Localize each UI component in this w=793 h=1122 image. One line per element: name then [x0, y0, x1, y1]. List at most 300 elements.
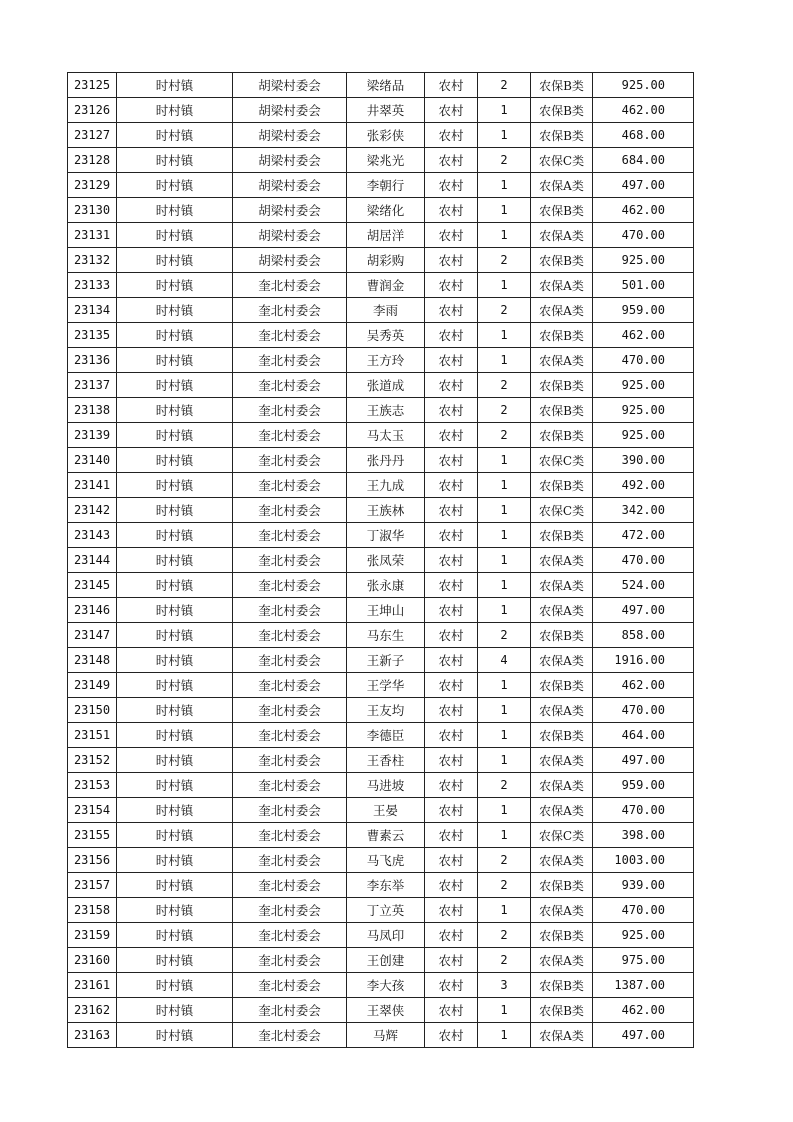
insurance-category-cell: 农保A类 — [531, 273, 593, 298]
insurance-category-cell: 农保C类 — [531, 823, 593, 848]
village-committee-cell: 奎北村委会 — [233, 423, 347, 448]
insurance-category-cell: 农保A类 — [531, 948, 593, 973]
table-row — [68, 198, 694, 223]
insurance-category-cell: 农保A类 — [531, 773, 593, 798]
town-cell: 时村镇 — [117, 373, 233, 398]
village-committee-cell: 奎北村委会 — [233, 298, 347, 323]
household-count-cell: 2 — [478, 73, 531, 98]
record-id-cell: 23141 — [68, 473, 117, 498]
area-type-cell: 农村 — [425, 998, 478, 1023]
insurance-category-cell: 农保B类 — [531, 248, 593, 273]
recipient-name-cell: 李大孩 — [347, 973, 425, 998]
household-count-cell: 1 — [478, 723, 531, 748]
amount-cell: 858.00 — [593, 623, 694, 648]
record-id-cell: 23146 — [68, 598, 117, 623]
table-row — [68, 648, 694, 673]
village-committee-cell: 奎北村委会 — [233, 598, 347, 623]
insurance-category-cell: 农保B类 — [531, 98, 593, 123]
area-type-cell: 农村 — [425, 73, 478, 98]
record-id-cell: 23135 — [68, 323, 117, 348]
recipient-name-cell: 李雨 — [347, 298, 425, 323]
table-row — [68, 848, 694, 873]
town-cell: 时村镇 — [117, 973, 233, 998]
village-committee-cell: 奎北村委会 — [233, 473, 347, 498]
area-type-cell: 农村 — [425, 248, 478, 273]
household-count-cell: 1 — [478, 548, 531, 573]
record-id-cell: 23126 — [68, 98, 117, 123]
household-count-cell: 1 — [478, 348, 531, 373]
town-cell: 时村镇 — [117, 923, 233, 948]
town-cell: 时村镇 — [117, 98, 233, 123]
amount-cell: 470.00 — [593, 223, 694, 248]
insurance-category-cell: 农保B类 — [531, 998, 593, 1023]
amount-cell: 1916.00 — [593, 648, 694, 673]
household-count-cell: 2 — [478, 623, 531, 648]
table-row — [68, 173, 694, 198]
record-id-cell: 23153 — [68, 773, 117, 798]
insurance-category-cell: 农保A类 — [531, 798, 593, 823]
household-count-cell: 3 — [478, 973, 531, 998]
household-count-cell: 1 — [478, 698, 531, 723]
amount-cell: 925.00 — [593, 923, 694, 948]
area-type-cell: 农村 — [425, 123, 478, 148]
village-committee-cell: 胡梁村委会 — [233, 98, 347, 123]
town-cell: 时村镇 — [117, 873, 233, 898]
table-row — [68, 623, 694, 648]
recipient-name-cell: 张凤荣 — [347, 548, 425, 573]
household-count-cell: 1 — [478, 123, 531, 148]
village-committee-cell: 奎北村委会 — [233, 273, 347, 298]
town-cell: 时村镇 — [117, 73, 233, 98]
amount-cell: 925.00 — [593, 248, 694, 273]
table-row — [68, 298, 694, 323]
area-type-cell: 农村 — [425, 498, 478, 523]
recipient-name-cell: 王坤山 — [347, 598, 425, 623]
amount-cell: 462.00 — [593, 673, 694, 698]
amount-cell: 959.00 — [593, 298, 694, 323]
area-type-cell: 农村 — [425, 648, 478, 673]
town-cell: 时村镇 — [117, 298, 233, 323]
village-committee-cell: 胡梁村委会 — [233, 173, 347, 198]
amount-cell: 975.00 — [593, 948, 694, 973]
recipient-name-cell: 李东举 — [347, 873, 425, 898]
table-row — [68, 748, 694, 773]
insurance-category-cell: 农保B类 — [531, 673, 593, 698]
table-row — [68, 698, 694, 723]
table-row — [68, 498, 694, 523]
town-cell: 时村镇 — [117, 198, 233, 223]
record-id-cell: 23158 — [68, 898, 117, 923]
insurance-category-cell: 农保B类 — [531, 873, 593, 898]
amount-cell: 497.00 — [593, 173, 694, 198]
amount-cell: 939.00 — [593, 873, 694, 898]
town-cell: 时村镇 — [117, 123, 233, 148]
town-cell: 时村镇 — [117, 248, 233, 273]
recipient-name-cell: 吴秀英 — [347, 323, 425, 348]
table-row — [68, 123, 694, 148]
table-row — [68, 1023, 694, 1048]
household-count-cell: 2 — [478, 298, 531, 323]
insurance-category-cell: 农保A类 — [531, 173, 593, 198]
insurance-category-cell: 农保A类 — [531, 298, 593, 323]
recipient-name-cell: 王创建 — [347, 948, 425, 973]
insurance-category-cell: 农保B类 — [531, 198, 593, 223]
amount-cell: 497.00 — [593, 748, 694, 773]
household-count-cell: 1 — [478, 748, 531, 773]
town-cell: 时村镇 — [117, 573, 233, 598]
area-type-cell: 农村 — [425, 548, 478, 573]
village-committee-cell: 奎北村委会 — [233, 498, 347, 523]
area-type-cell: 农村 — [425, 273, 478, 298]
village-committee-cell: 奎北村委会 — [233, 373, 347, 398]
amount-cell: 1003.00 — [593, 848, 694, 873]
area-type-cell: 农村 — [425, 673, 478, 698]
village-committee-cell: 奎北村委会 — [233, 848, 347, 873]
area-type-cell: 农村 — [425, 223, 478, 248]
household-count-cell: 2 — [478, 923, 531, 948]
recipient-name-cell: 张永康 — [347, 573, 425, 598]
insurance-category-cell: 农保B类 — [531, 723, 593, 748]
record-id-cell: 23138 — [68, 398, 117, 423]
insurance-category-cell: 农保C类 — [531, 148, 593, 173]
amount-cell: 497.00 — [593, 598, 694, 623]
table-row — [68, 873, 694, 898]
household-count-cell: 2 — [478, 848, 531, 873]
town-cell: 时村镇 — [117, 448, 233, 473]
table-row — [68, 923, 694, 948]
area-type-cell: 农村 — [425, 773, 478, 798]
area-type-cell: 农村 — [425, 798, 478, 823]
amount-cell: 492.00 — [593, 473, 694, 498]
household-count-cell: 1 — [478, 498, 531, 523]
amount-cell: 472.00 — [593, 523, 694, 548]
village-committee-cell: 奎北村委会 — [233, 698, 347, 723]
recipient-name-cell: 张道成 — [347, 373, 425, 398]
town-cell: 时村镇 — [117, 948, 233, 973]
village-committee-cell: 奎北村委会 — [233, 398, 347, 423]
village-committee-cell: 奎北村委会 — [233, 748, 347, 773]
village-committee-cell: 胡梁村委会 — [233, 148, 347, 173]
household-count-cell: 2 — [478, 148, 531, 173]
insurance-category-cell: 农保A类 — [531, 848, 593, 873]
record-id-cell: 23143 — [68, 523, 117, 548]
record-id-cell: 23127 — [68, 123, 117, 148]
village-committee-cell: 胡梁村委会 — [233, 73, 347, 98]
record-id-cell: 23161 — [68, 973, 117, 998]
recipient-name-cell: 王九成 — [347, 473, 425, 498]
record-id-cell: 23131 — [68, 223, 117, 248]
area-type-cell: 农村 — [425, 323, 478, 348]
record-id-cell: 23157 — [68, 873, 117, 898]
town-cell: 时村镇 — [117, 173, 233, 198]
village-committee-cell: 奎北村委会 — [233, 923, 347, 948]
record-id-cell: 23142 — [68, 498, 117, 523]
recipient-name-cell: 王学华 — [347, 673, 425, 698]
recipient-name-cell: 马进坡 — [347, 773, 425, 798]
table-row — [68, 998, 694, 1023]
town-cell: 时村镇 — [117, 623, 233, 648]
recipient-name-cell: 王方玲 — [347, 348, 425, 373]
household-count-cell: 1 — [478, 98, 531, 123]
village-committee-cell: 奎北村委会 — [233, 823, 347, 848]
household-count-cell: 1 — [478, 898, 531, 923]
household-count-cell: 2 — [478, 248, 531, 273]
area-type-cell: 农村 — [425, 448, 478, 473]
household-count-cell: 1 — [478, 198, 531, 223]
table-row — [68, 573, 694, 598]
record-id-cell: 23150 — [68, 698, 117, 723]
recipient-name-cell: 王新子 — [347, 648, 425, 673]
town-cell: 时村镇 — [117, 898, 233, 923]
table-row — [68, 398, 694, 423]
recipient-name-cell: 曹润金 — [347, 273, 425, 298]
town-cell: 时村镇 — [117, 798, 233, 823]
insurance-category-cell: 农保B类 — [531, 473, 593, 498]
amount-cell: 470.00 — [593, 548, 694, 573]
village-committee-cell: 奎北村委会 — [233, 798, 347, 823]
record-id-cell: 23149 — [68, 673, 117, 698]
village-committee-cell: 奎北村委会 — [233, 948, 347, 973]
recipient-name-cell: 王香柱 — [347, 748, 425, 773]
insurance-category-cell: 农保B类 — [531, 623, 593, 648]
amount-cell: 468.00 — [593, 123, 694, 148]
insurance-category-cell: 农保A类 — [531, 598, 593, 623]
table-row — [68, 248, 694, 273]
village-committee-cell: 奎北村委会 — [233, 873, 347, 898]
amount-cell: 925.00 — [593, 373, 694, 398]
recipient-name-cell: 曹素云 — [347, 823, 425, 848]
record-id-cell: 23145 — [68, 573, 117, 598]
amount-cell: 524.00 — [593, 573, 694, 598]
recipient-name-cell: 王友均 — [347, 698, 425, 723]
record-id-cell: 23139 — [68, 423, 117, 448]
area-type-cell: 农村 — [425, 398, 478, 423]
recipient-name-cell: 李德臣 — [347, 723, 425, 748]
insurance-category-cell: 农保A类 — [531, 573, 593, 598]
table-row — [68, 898, 694, 923]
village-committee-cell: 奎北村委会 — [233, 573, 347, 598]
village-committee-cell: 奎北村委会 — [233, 548, 347, 573]
town-cell: 时村镇 — [117, 498, 233, 523]
table-row — [68, 973, 694, 998]
amount-cell: 462.00 — [593, 98, 694, 123]
village-committee-cell: 奎北村委会 — [233, 448, 347, 473]
amount-cell: 959.00 — [593, 773, 694, 798]
recipient-name-cell: 张丹丹 — [347, 448, 425, 473]
recipient-name-cell: 马飞虎 — [347, 848, 425, 873]
household-count-cell: 1 — [478, 673, 531, 698]
town-cell: 时村镇 — [117, 748, 233, 773]
table-row — [68, 148, 694, 173]
town-cell: 时村镇 — [117, 998, 233, 1023]
town-cell: 时村镇 — [117, 398, 233, 423]
village-committee-cell: 奎北村委会 — [233, 623, 347, 648]
record-id-cell: 23129 — [68, 173, 117, 198]
record-id-cell: 23151 — [68, 723, 117, 748]
amount-cell: 464.00 — [593, 723, 694, 748]
recipient-name-cell: 王翠侠 — [347, 998, 425, 1023]
table-row — [68, 673, 694, 698]
household-count-cell: 1 — [478, 1023, 531, 1048]
amount-cell: 462.00 — [593, 998, 694, 1023]
amount-cell: 925.00 — [593, 423, 694, 448]
town-cell: 时村镇 — [117, 673, 233, 698]
recipient-name-cell: 井翠英 — [347, 98, 425, 123]
area-type-cell: 农村 — [425, 848, 478, 873]
town-cell: 时村镇 — [117, 698, 233, 723]
amount-cell: 925.00 — [593, 73, 694, 98]
town-cell: 时村镇 — [117, 848, 233, 873]
town-cell: 时村镇 — [117, 648, 233, 673]
insurance-category-cell: 农保A类 — [531, 898, 593, 923]
area-type-cell: 农村 — [425, 598, 478, 623]
insurance-category-cell: 农保B类 — [531, 973, 593, 998]
amount-cell: 470.00 — [593, 698, 694, 723]
area-type-cell: 农村 — [425, 373, 478, 398]
amount-cell: 470.00 — [593, 798, 694, 823]
household-count-cell: 1 — [478, 173, 531, 198]
area-type-cell: 农村 — [425, 923, 478, 948]
amount-cell: 684.00 — [593, 148, 694, 173]
town-cell: 时村镇 — [117, 1023, 233, 1048]
record-id-cell: 23137 — [68, 373, 117, 398]
recipient-name-cell: 马辉 — [347, 1023, 425, 1048]
amount-cell: 462.00 — [593, 323, 694, 348]
amount-cell: 390.00 — [593, 448, 694, 473]
village-committee-cell: 奎北村委会 — [233, 523, 347, 548]
insurance-category-cell: 农保A类 — [531, 223, 593, 248]
town-cell: 时村镇 — [117, 148, 233, 173]
recipient-name-cell: 胡居洋 — [347, 223, 425, 248]
town-cell: 时村镇 — [117, 723, 233, 748]
village-committee-cell: 胡梁村委会 — [233, 123, 347, 148]
record-id-cell: 23148 — [68, 648, 117, 673]
insurance-category-cell: 农保A类 — [531, 348, 593, 373]
town-cell: 时村镇 — [117, 773, 233, 798]
record-id-cell: 23155 — [68, 823, 117, 848]
insurance-category-cell: 农保B类 — [531, 123, 593, 148]
area-type-cell: 农村 — [425, 748, 478, 773]
area-type-cell: 农村 — [425, 98, 478, 123]
record-id-cell: 23154 — [68, 798, 117, 823]
household-count-cell: 2 — [478, 873, 531, 898]
village-committee-cell: 胡梁村委会 — [233, 198, 347, 223]
table-row — [68, 348, 694, 373]
area-type-cell: 农村 — [425, 873, 478, 898]
household-count-cell: 2 — [478, 948, 531, 973]
insurance-category-cell: 农保B类 — [531, 423, 593, 448]
recipient-name-cell: 丁立英 — [347, 898, 425, 923]
household-count-cell: 1 — [478, 573, 531, 598]
household-count-cell: 2 — [478, 398, 531, 423]
amount-cell: 497.00 — [593, 1023, 694, 1048]
record-id-cell: 23140 — [68, 448, 117, 473]
recipient-name-cell: 王晏 — [347, 798, 425, 823]
household-count-cell: 2 — [478, 423, 531, 448]
recipient-name-cell: 梁绪品 — [347, 73, 425, 98]
record-id-cell: 23136 — [68, 348, 117, 373]
town-cell: 时村镇 — [117, 548, 233, 573]
record-id-cell: 23156 — [68, 848, 117, 873]
table-row — [68, 423, 694, 448]
area-type-cell: 农村 — [425, 423, 478, 448]
area-type-cell: 农村 — [425, 173, 478, 198]
recipient-name-cell: 马东生 — [347, 623, 425, 648]
area-type-cell: 农村 — [425, 523, 478, 548]
amount-cell: 501.00 — [593, 273, 694, 298]
record-id-cell: 23162 — [68, 998, 117, 1023]
village-committee-cell: 奎北村委会 — [233, 723, 347, 748]
amount-cell: 398.00 — [593, 823, 694, 848]
insurance-category-cell: 农保B类 — [531, 73, 593, 98]
area-type-cell: 农村 — [425, 298, 478, 323]
relief-roster-table — [67, 72, 694, 1048]
insurance-category-cell: 农保A类 — [531, 748, 593, 773]
household-count-cell: 1 — [478, 448, 531, 473]
amount-cell: 462.00 — [593, 198, 694, 223]
town-cell: 时村镇 — [117, 348, 233, 373]
amount-cell: 342.00 — [593, 498, 694, 523]
amount-cell: 470.00 — [593, 898, 694, 923]
village-committee-cell: 奎北村委会 — [233, 323, 347, 348]
insurance-category-cell: 农保A类 — [531, 698, 593, 723]
insurance-category-cell: 农保A类 — [531, 548, 593, 573]
table-row — [68, 223, 694, 248]
area-type-cell: 农村 — [425, 823, 478, 848]
town-cell: 时村镇 — [117, 223, 233, 248]
record-id-cell: 23147 — [68, 623, 117, 648]
table-row — [68, 598, 694, 623]
area-type-cell: 农村 — [425, 898, 478, 923]
recipient-name-cell: 王族志 — [347, 398, 425, 423]
household-count-cell: 4 — [478, 648, 531, 673]
village-committee-cell: 奎北村委会 — [233, 1023, 347, 1048]
table-row — [68, 373, 694, 398]
record-id-cell: 23134 — [68, 298, 117, 323]
household-count-cell: 2 — [478, 773, 531, 798]
area-type-cell: 农村 — [425, 198, 478, 223]
town-cell: 时村镇 — [117, 323, 233, 348]
table-row — [68, 73, 694, 98]
record-id-cell: 23132 — [68, 248, 117, 273]
insurance-category-cell: 农保B类 — [531, 373, 593, 398]
record-id-cell: 23152 — [68, 748, 117, 773]
insurance-category-cell: 农保C类 — [531, 448, 593, 473]
table-body — [68, 73, 694, 1048]
record-id-cell: 23159 — [68, 923, 117, 948]
table-row — [68, 98, 694, 123]
village-committee-cell: 奎北村委会 — [233, 998, 347, 1023]
area-type-cell: 农村 — [425, 473, 478, 498]
village-committee-cell: 胡梁村委会 — [233, 248, 347, 273]
village-committee-cell: 胡梁村委会 — [233, 223, 347, 248]
town-cell: 时村镇 — [117, 273, 233, 298]
table-row — [68, 548, 694, 573]
village-committee-cell: 奎北村委会 — [233, 673, 347, 698]
town-cell: 时村镇 — [117, 598, 233, 623]
insurance-category-cell: 农保A类 — [531, 1023, 593, 1048]
recipient-name-cell: 王族林 — [347, 498, 425, 523]
table-row — [68, 448, 694, 473]
recipient-name-cell: 马太玉 — [347, 423, 425, 448]
table-row — [68, 273, 694, 298]
household-count-cell: 1 — [478, 473, 531, 498]
household-count-cell: 1 — [478, 273, 531, 298]
record-id-cell: 23130 — [68, 198, 117, 223]
household-count-cell: 1 — [478, 998, 531, 1023]
recipient-name-cell: 李朝行 — [347, 173, 425, 198]
household-count-cell: 2 — [478, 373, 531, 398]
